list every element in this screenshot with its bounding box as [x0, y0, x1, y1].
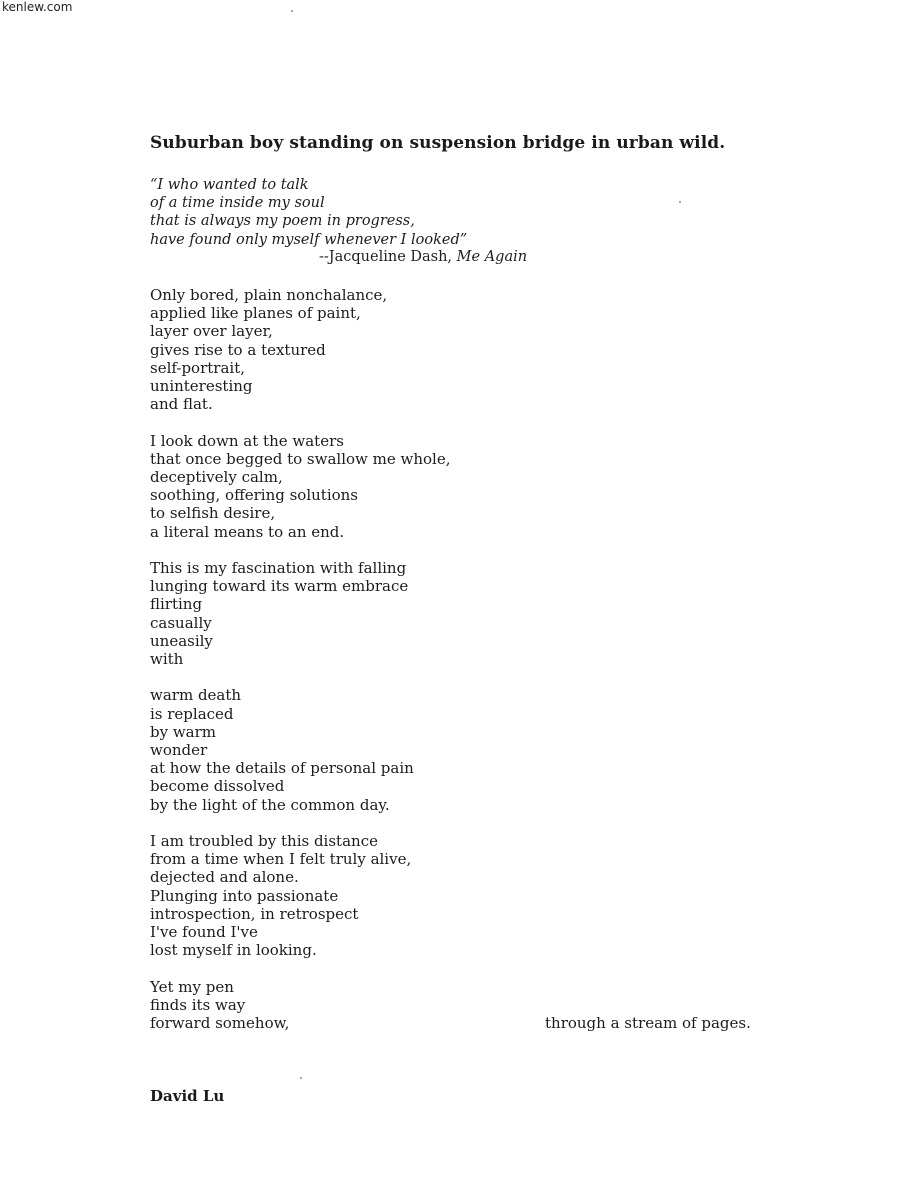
epigraph-line: “I who wanted to talk — [150, 177, 309, 193]
epigraph-line: of a time inside my soul — [150, 195, 325, 212]
stanza — [150, 832, 450, 959]
stanza — [150, 686, 450, 813]
poem-line: forward somehow, — [150, 1014, 290, 1033]
stanza — [150, 559, 450, 668]
poem-line: dejected and alone. — [150, 868, 299, 887]
epigraph-attribution — [319, 248, 527, 266]
epigraph — [150, 176, 467, 249]
poem-line: that once begged to swallow me whole, — [150, 449, 451, 468]
poem-line: I am troubled by this distance — [150, 832, 378, 851]
poem-line: from a time when I felt truly alive, — [150, 850, 412, 869]
poem-line: a literal means to an end. — [150, 522, 345, 541]
poem-line: finds its way — [150, 995, 246, 1014]
poem-line: with — [150, 650, 184, 669]
poem-line: layer over layer, — [150, 322, 273, 341]
poem-line: become dissolved — [150, 777, 285, 796]
poem-line: lunging toward its warm embrace — [150, 577, 409, 596]
poem-line: casually — [150, 613, 212, 632]
poem-line: to selfish desire, — [150, 504, 276, 523]
poem-line: at how the details of personal pain — [150, 759, 414, 778]
poem-line: Yet my pen — [150, 977, 234, 996]
attribution-work: Me Again — [456, 249, 528, 265]
poem-line: I've found I've — [150, 923, 258, 942]
poem-line: uneasily — [150, 631, 213, 650]
stanza — [150, 432, 450, 541]
closing-fragment: through a stream of pages. — [545, 1014, 751, 1032]
poem-title: Suburban boy standing on suspension bridge in urban wild. — [150, 133, 726, 153]
scan-speck — [291, 10, 293, 12]
poem-line: self-portrait, — [150, 358, 245, 377]
epigraph-line: have found only myself whenever I looked” — [150, 231, 468, 248]
poem-line: warm death — [150, 686, 242, 705]
attribution-author: --Jacqueline Dash, — [319, 249, 457, 265]
poem-line: deceptively calm, — [150, 468, 283, 487]
poem-line: and flat. — [150, 395, 213, 414]
poem-line: gives rise to a textured — [150, 340, 326, 359]
poem-line: Only bored, plain nonchalance, — [150, 286, 388, 304]
watermark: kenlew.com — [2, 0, 73, 14]
poem-line: applied like planes of paint, — [150, 304, 361, 323]
poem-line: by warm — [150, 722, 217, 741]
scan-speck — [300, 1077, 302, 1079]
poem-line: by the light of the common day. — [150, 795, 390, 814]
poem-line: wonder — [150, 741, 208, 760]
poem-line: flirting — [150, 595, 203, 614]
author-name: David Lu — [150, 1087, 225, 1105]
poem-line: uninteresting — [150, 377, 253, 396]
poem-line: soothing, offering solutions — [150, 486, 359, 505]
poem-line: is replaced — [150, 704, 234, 723]
stanza — [150, 978, 450, 1033]
scan-speck — [679, 201, 681, 203]
poem-line: This is my fascination with falling — [150, 559, 407, 578]
poem-line: lost myself in looking. — [150, 941, 317, 960]
epigraph-line: that is always my poem in progress, — [150, 213, 415, 230]
poem-line: I look down at the waters — [150, 431, 344, 450]
poem-body — [150, 286, 450, 1050]
poem-line: Plunging into passionate — [150, 886, 339, 905]
stanza — [150, 286, 450, 413]
poem-line: introspection, in retrospect — [150, 904, 359, 923]
